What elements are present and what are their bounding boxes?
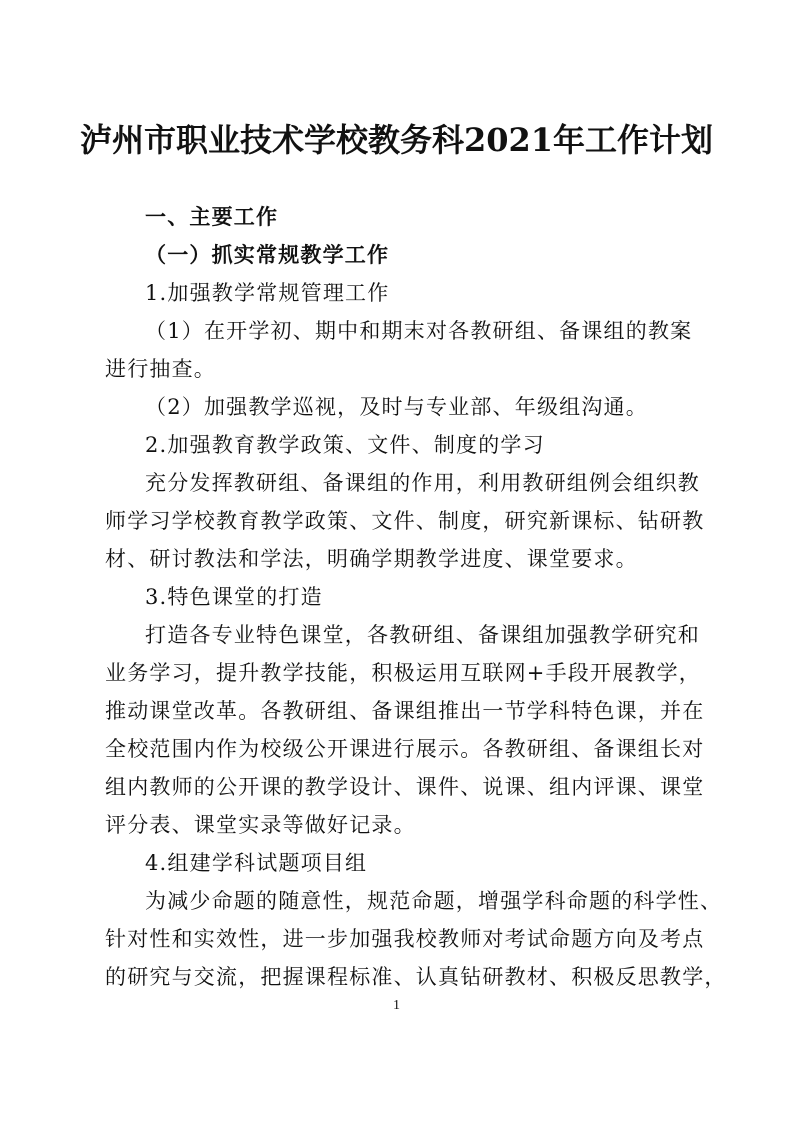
paragraph-line: 打造各专业特色课堂，各教研组、备课组加强教学研究和 <box>145 623 700 647</box>
paragraph-line: （1）在开学初、期中和期末对各教研组、备课组的教案 <box>145 319 693 343</box>
document-title: 泸州市职业技术学校教务科2021年工作计划 <box>79 121 714 159</box>
item-heading-1: 1.加强教学常规管理工作 <box>145 281 390 305</box>
paragraph-line: 师学习学校教育教学政策、文件、制度，研究新课标、钻研教 <box>105 509 705 533</box>
paragraph-line: 业务学习，提升教学技能，积极运用互联网+手段开展教学， <box>105 661 701 685</box>
paragraph-line: 推动课堂改革。各教研组、备课组推出一节学科特色课，并在 <box>105 699 705 723</box>
paragraph-line: 评分表、课堂实录等做好记录。 <box>105 813 416 837</box>
paragraph-line: （2）加强教学巡视，及时与专业部、年级组沟通。 <box>145 395 648 419</box>
section-heading-main-work: 一、主要工作 <box>145 205 279 229</box>
subsection-heading-routine-teaching: （一）抓实常规教学工作 <box>145 243 390 267</box>
paragraph-line: 组内教师的公开课的教学设计、课件、说课、组内评课、课堂 <box>105 775 705 799</box>
paragraph-line: 材、研讨教法和学法，明确学期教学进度、课堂要求。 <box>105 547 638 571</box>
item-heading-4: 4.组建学科试题项目组 <box>145 851 368 875</box>
paragraph-line: 充分发挥教研组、备课组的作用，利用教研组例会组织教 <box>145 471 700 495</box>
paragraph-line: 的研究与交流，把握课程标准、认真钻研教材、积极反思教学， <box>105 965 727 989</box>
item-heading-2: 2.加强教育教学政策、文件、制度的学习 <box>145 433 545 457</box>
page-number: 1 <box>393 998 400 1013</box>
paragraph-line: 针对性和实效性，进一步加强我校教师对考试命题方向及考点 <box>105 927 705 951</box>
item-heading-3: 3.特色课堂的打造 <box>145 585 323 609</box>
paragraph-line: 为减少命题的随意性，规范命题，增强学科命题的科学性、 <box>145 889 723 913</box>
paragraph-line: 全校范围内作为校级公开课进行展示。各教研组、备课组长对 <box>105 737 705 761</box>
paragraph-line: 进行抽查。 <box>105 357 216 381</box>
